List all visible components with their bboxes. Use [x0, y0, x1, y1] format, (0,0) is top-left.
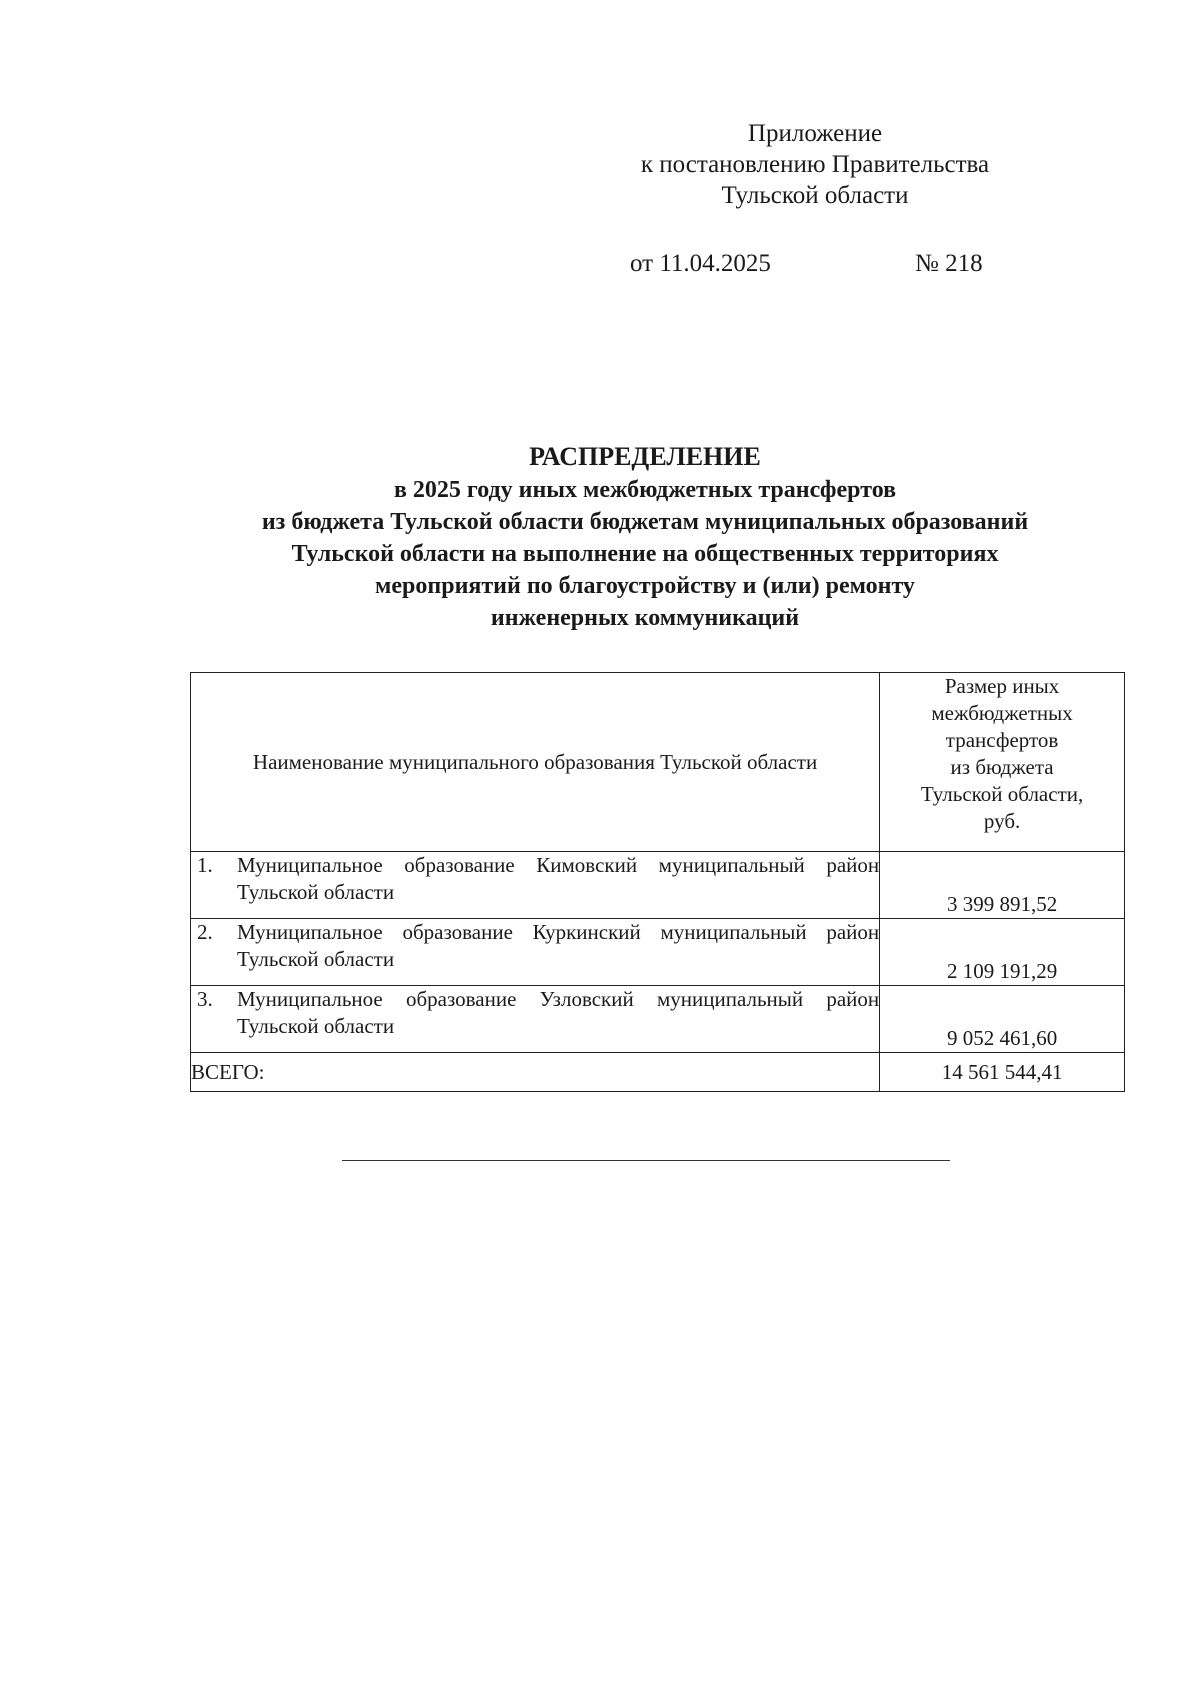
row-number: 2. [197, 920, 213, 944]
title-main: РАСПРЕДЕЛЕНИЕ [529, 442, 761, 471]
distribution-table [190, 672, 1125, 1092]
title-line: в 2025 году иных межбюджетных трансфертов [393, 477, 897, 503]
title-line: инженерных коммуникаций [490, 605, 800, 631]
municipality-name: Муниципальное образование Узловский муниципальный район Тульской области [237, 987, 880, 1038]
document-title [150, 440, 1140, 634]
header-municipality-name: Наименование муниципального образования Тульской области [191, 673, 880, 852]
appendix-header [610, 118, 1020, 211]
table-row [191, 986, 1125, 1053]
table-row [191, 852, 1125, 919]
header-amount-line: трансфертов [945, 728, 1059, 752]
total-row [191, 1053, 1125, 1092]
resolution-date: от 11.04.2025 [630, 250, 771, 277]
municipality-name: Муниципальное образование Кимовский муниципальный район Тульской области [237, 853, 880, 904]
header-amount-line: Размер иных [944, 674, 1060, 698]
header-amount-line: из бюджета [950, 755, 1054, 779]
appendix-line: Тульской области [721, 182, 909, 209]
municipality-name: Муниципальное образование Куркинский муниципальный район Тульской области [237, 920, 880, 971]
municipality-cell [191, 852, 880, 919]
title-line: Тульской области на выполнение на общественных территориях [291, 541, 999, 567]
title-line: мероприятий по благоустройству и (или) ремонту [375, 573, 915, 599]
municipality-cell [191, 986, 880, 1053]
transfer-amount: 3 399 891,52 [880, 852, 1125, 919]
header-transfer-amount [880, 673, 1125, 852]
total-amount: 14 561 544,41 [880, 1053, 1125, 1092]
closing-divider [342, 1160, 950, 1161]
appendix-line: к постановлению Правительства [640, 151, 990, 178]
table-header-row [191, 673, 1125, 852]
total-label: ВСЕГО: [191, 1053, 880, 1092]
row-number: 3. [197, 987, 213, 1011]
row-number: 1. [197, 853, 213, 877]
table-row [191, 919, 1125, 986]
transfer-amount: 9 052 461,60 [880, 986, 1125, 1053]
header-amount-line: руб. [983, 809, 1021, 833]
header-amount-line: Тульской области, [920, 782, 1084, 806]
transfer-amount: 2 109 191,29 [880, 919, 1125, 986]
header-amount-line: межбюджетных [931, 701, 1073, 725]
municipality-cell [191, 919, 880, 986]
title-line: из бюджета Тульской области бюджетам муниципальных образований [261, 509, 1029, 535]
appendix-line: Приложение [747, 120, 883, 147]
resolution-number: № 218 [915, 250, 983, 277]
